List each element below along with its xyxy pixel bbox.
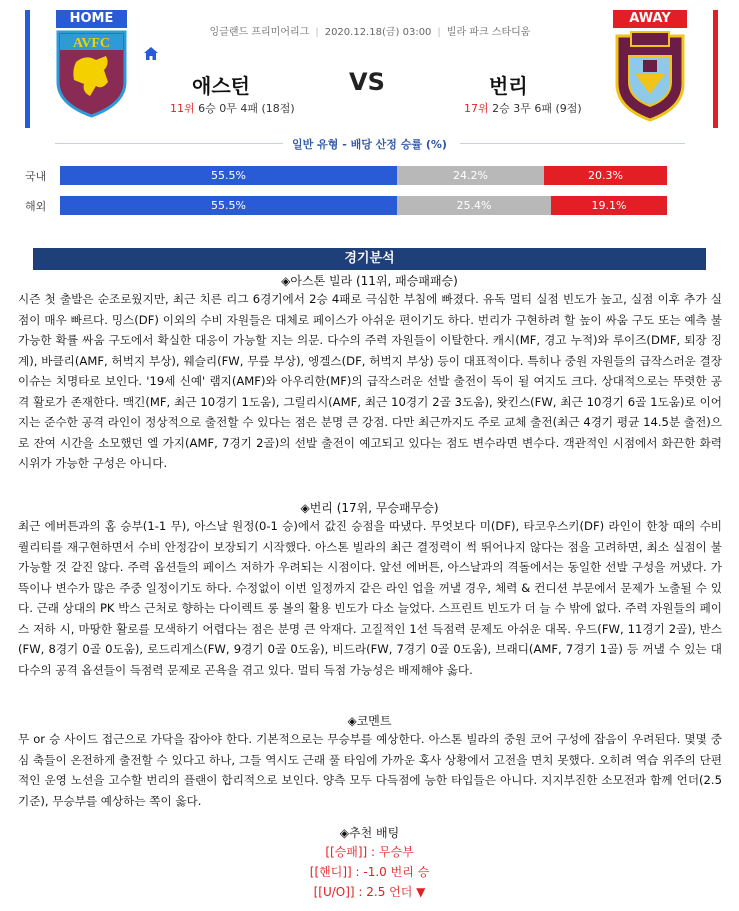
away-win-bar: 20.3%: [544, 166, 667, 185]
away-record-text: 2승 3무 6패 (9점): [492, 102, 582, 115]
pick-title: ◈추천 배팅: [339, 826, 400, 840]
pick-over-under: [[U/O]] : 2.5 언더 ▼: [313, 885, 426, 899]
odds-label: 국내: [25, 170, 47, 183]
odds-title: 일반 유형 - 배당 산정 승률 (%): [292, 138, 447, 151]
analysis-header: 경기분석: [33, 248, 706, 270]
home-analysis-text: 시즌 첫 출발은 순조로웠지만, 최근 치른 리그 6경기에서 2승 4패로 극심한 부침에 빠졌다. 유독 멀티 실점 빈도가 높고, 실점 이후 추가 실점이 매우 빠르다. 밍스(DF) 이외의 수비 자원들은 대체로 페이스가 아쉬운 편이기도 하다. 번리가 구현하려 할 높이 싸움 구도 또는 예측 불가능한 확률 싸움 구도에서 확실한 대응이 가능할 지는 의문. 다수의 주력 자원들이 이탈한다. 캐시(MF, 경고 누적)와 루이즈(DMF, 퇴장 징계), 바클리(AMF, 허벅지 부상), 웨슬리(FW, 무릎 부상), 엥겔스(DF, 허벅지 부상) 등이 대표적이다. 특히나 중원 자원들의 급작스러운 결장 이슈는 치명타로 보인다. '19세 신예' 램지(AMF)와 아우리한(MF)의 급작스러운 선발 출전이 독이 될 여지도 크다. 상대적으로는 뚜렷한 공격 활로가 존재한다. 맥긴(MF, 최근 10경기 1도움), 그릴리시(AMF, 최근 10경기 2골 3도움), 왓킨스(FW, 최근 10경기 6골 1도움)로 이어지는 준수한 공격 라인이 정상적으로 출전할 수 있다는 점은 분명 큰 강점. 다만 최근까지도 주로 교체 출전(최근 4경기 평균 14.5분 출전)으로 잔여 시간을 소모했던 엘 가지(AMF, 7경기 2골)의 선발 출전이 예고되고 있다는 점도 변수라면 변수다. 객관적인 시점에서 화끈한 화력 시위가 가능한 구성은 아니다.: [18, 292, 722, 470]
home-team-name: 애스턴: [192, 74, 250, 98]
aston-villa-crest-icon: [56, 30, 127, 118]
home-record: [170, 100, 295, 116]
match-venue: 빌라 파크 스타디움: [446, 27, 531, 38]
away-team-name: 번리: [489, 74, 528, 98]
odds-title-wrap: [0, 136, 739, 152]
away-analysis-text: 최근 에버튼과의 홈 승부(1-1 무), 아스날 원정(0-1 승)에서 값진 승점을 따냈다. 무엇보다 미(DF), 타코우스키(DF) 라인이 한창 때의 수비 퀄리티를 재구현하면서 수비 안정감이 보장되기 시작했다. 아스톤 빌라의 최근 결정력이 썩 뛰어나지 않다는 점을 고려하면, 최소 실점이 불가능할 것 같진 않다. 주력 옵션들의 페이스 저하가 우려되는 시점이다. 앞선 에버튼, 아스날과의 격돌에서는 동일한 선발 구성을 꺼냈다. 가뜩이나 변수가 많은 주중 일정이기도 하다. 수정없이 이번 일정까지 같은 라인 업을 꺼낼 경우, 체력 & 컨디션 부문에서 문제가 노출될 수 있다. 근래 상대의 PK 박스 근처로 향하는 다이렉트 롱 볼의 활용 빈도가 다소 늘었다. 스프린트 빈도가 더 늘 수 밖에 없다. 주력 자원들의 페이스 저하 시, 마땅한 활로를 모색하기 어렵다는 점은 분명 큰 악재다. 고질적인 1선 득점력 문제도 아쉬운 대목. 우드(FW, 11경기 2골), 반스(FW, 8경기 0골 0도움), 로드리게스(FW, 9경기 0골 0도움), 비드라(FW, 7경기 0골 0도움), 브래디(AMF, 7경기 1골) 등 꺼낼 수 있는 대다수의 공격 옵션들이 득점력 문제로 곤욕을 겪고 있다. 멀티 득점 가능성은 배제해야 옳다.: [18, 519, 722, 677]
match-datetime: 2020.12.18(금) 03:00: [324, 27, 432, 38]
away-tag: AWAY: [613, 10, 687, 28]
pick-result: [[승패]] : 무승부: [325, 845, 414, 859]
home-win-bar: 55.5%: [60, 196, 397, 215]
home-tag: HOME: [56, 10, 127, 28]
home-record-text: 6승 0무 4패 (18점): [198, 102, 295, 115]
away-win-bar: 19.1%: [551, 196, 667, 215]
vs-label: VS: [349, 68, 385, 96]
pick-handicap: [[핸디]] : -1.0 번리 승: [309, 865, 430, 879]
odds-row-domestic: [25, 166, 668, 185]
home-rank: 11위: [170, 102, 195, 115]
draw-bar: 25.4%: [397, 196, 551, 215]
home-accent-bar: [25, 10, 30, 128]
odds-label: 해외: [25, 200, 47, 213]
comment-title: ◈코멘트: [347, 714, 392, 728]
away-accent-bar: [713, 10, 718, 128]
away-section-title: ◈번리 (17위, 무승패무승): [300, 501, 439, 515]
away-rank: 17위: [464, 102, 489, 115]
burnley-crest-icon: [613, 30, 687, 122]
home-win-bar: 55.5%: [60, 166, 397, 185]
crest-text: AVFC: [72, 36, 111, 51]
draw-bar: 24.2%: [397, 166, 544, 185]
match-info: 잉글랜드 프리미어리그 | 2020.12.18(금) 03:00 | 빌라 파크 스타디움: [209, 27, 531, 38]
home-section-title: ◈아스톤 빌라 (11위, 패승패패승): [281, 274, 458, 288]
match-header: [0, 0, 739, 130]
away-record: [464, 100, 582, 116]
comment-text: 무 or 승 사이드 접근으로 가닥을 잡아야 한다. 기본적으로는 무승부를 예상한다. 아스톤 빌라의 중원 코어 구성에 잡음이 우려된다. 몇몇 중심 축들이 온전하게 출전할 수 있다고 하나, 그들 역시도 근래 풀 타임에 가까운 혹사 상황에서 고전을 면치 못했다. 오히려 역습 위주의 단편적인 운영 노선을 고수할 번리의 플랜이 합리적으로 보인다. 양측 모두 다득점에 능한 타입들은 아니다. 지지부진한 소모전과 함께 언더(2.5 기준), 무승부를 예상하는 쪽이 옳다.: [18, 732, 722, 808]
league-name: 잉글랜드 프리미어리그: [209, 27, 310, 38]
home-icon[interactable]: [144, 47, 158, 60]
odds-row-overseas: [25, 196, 668, 215]
